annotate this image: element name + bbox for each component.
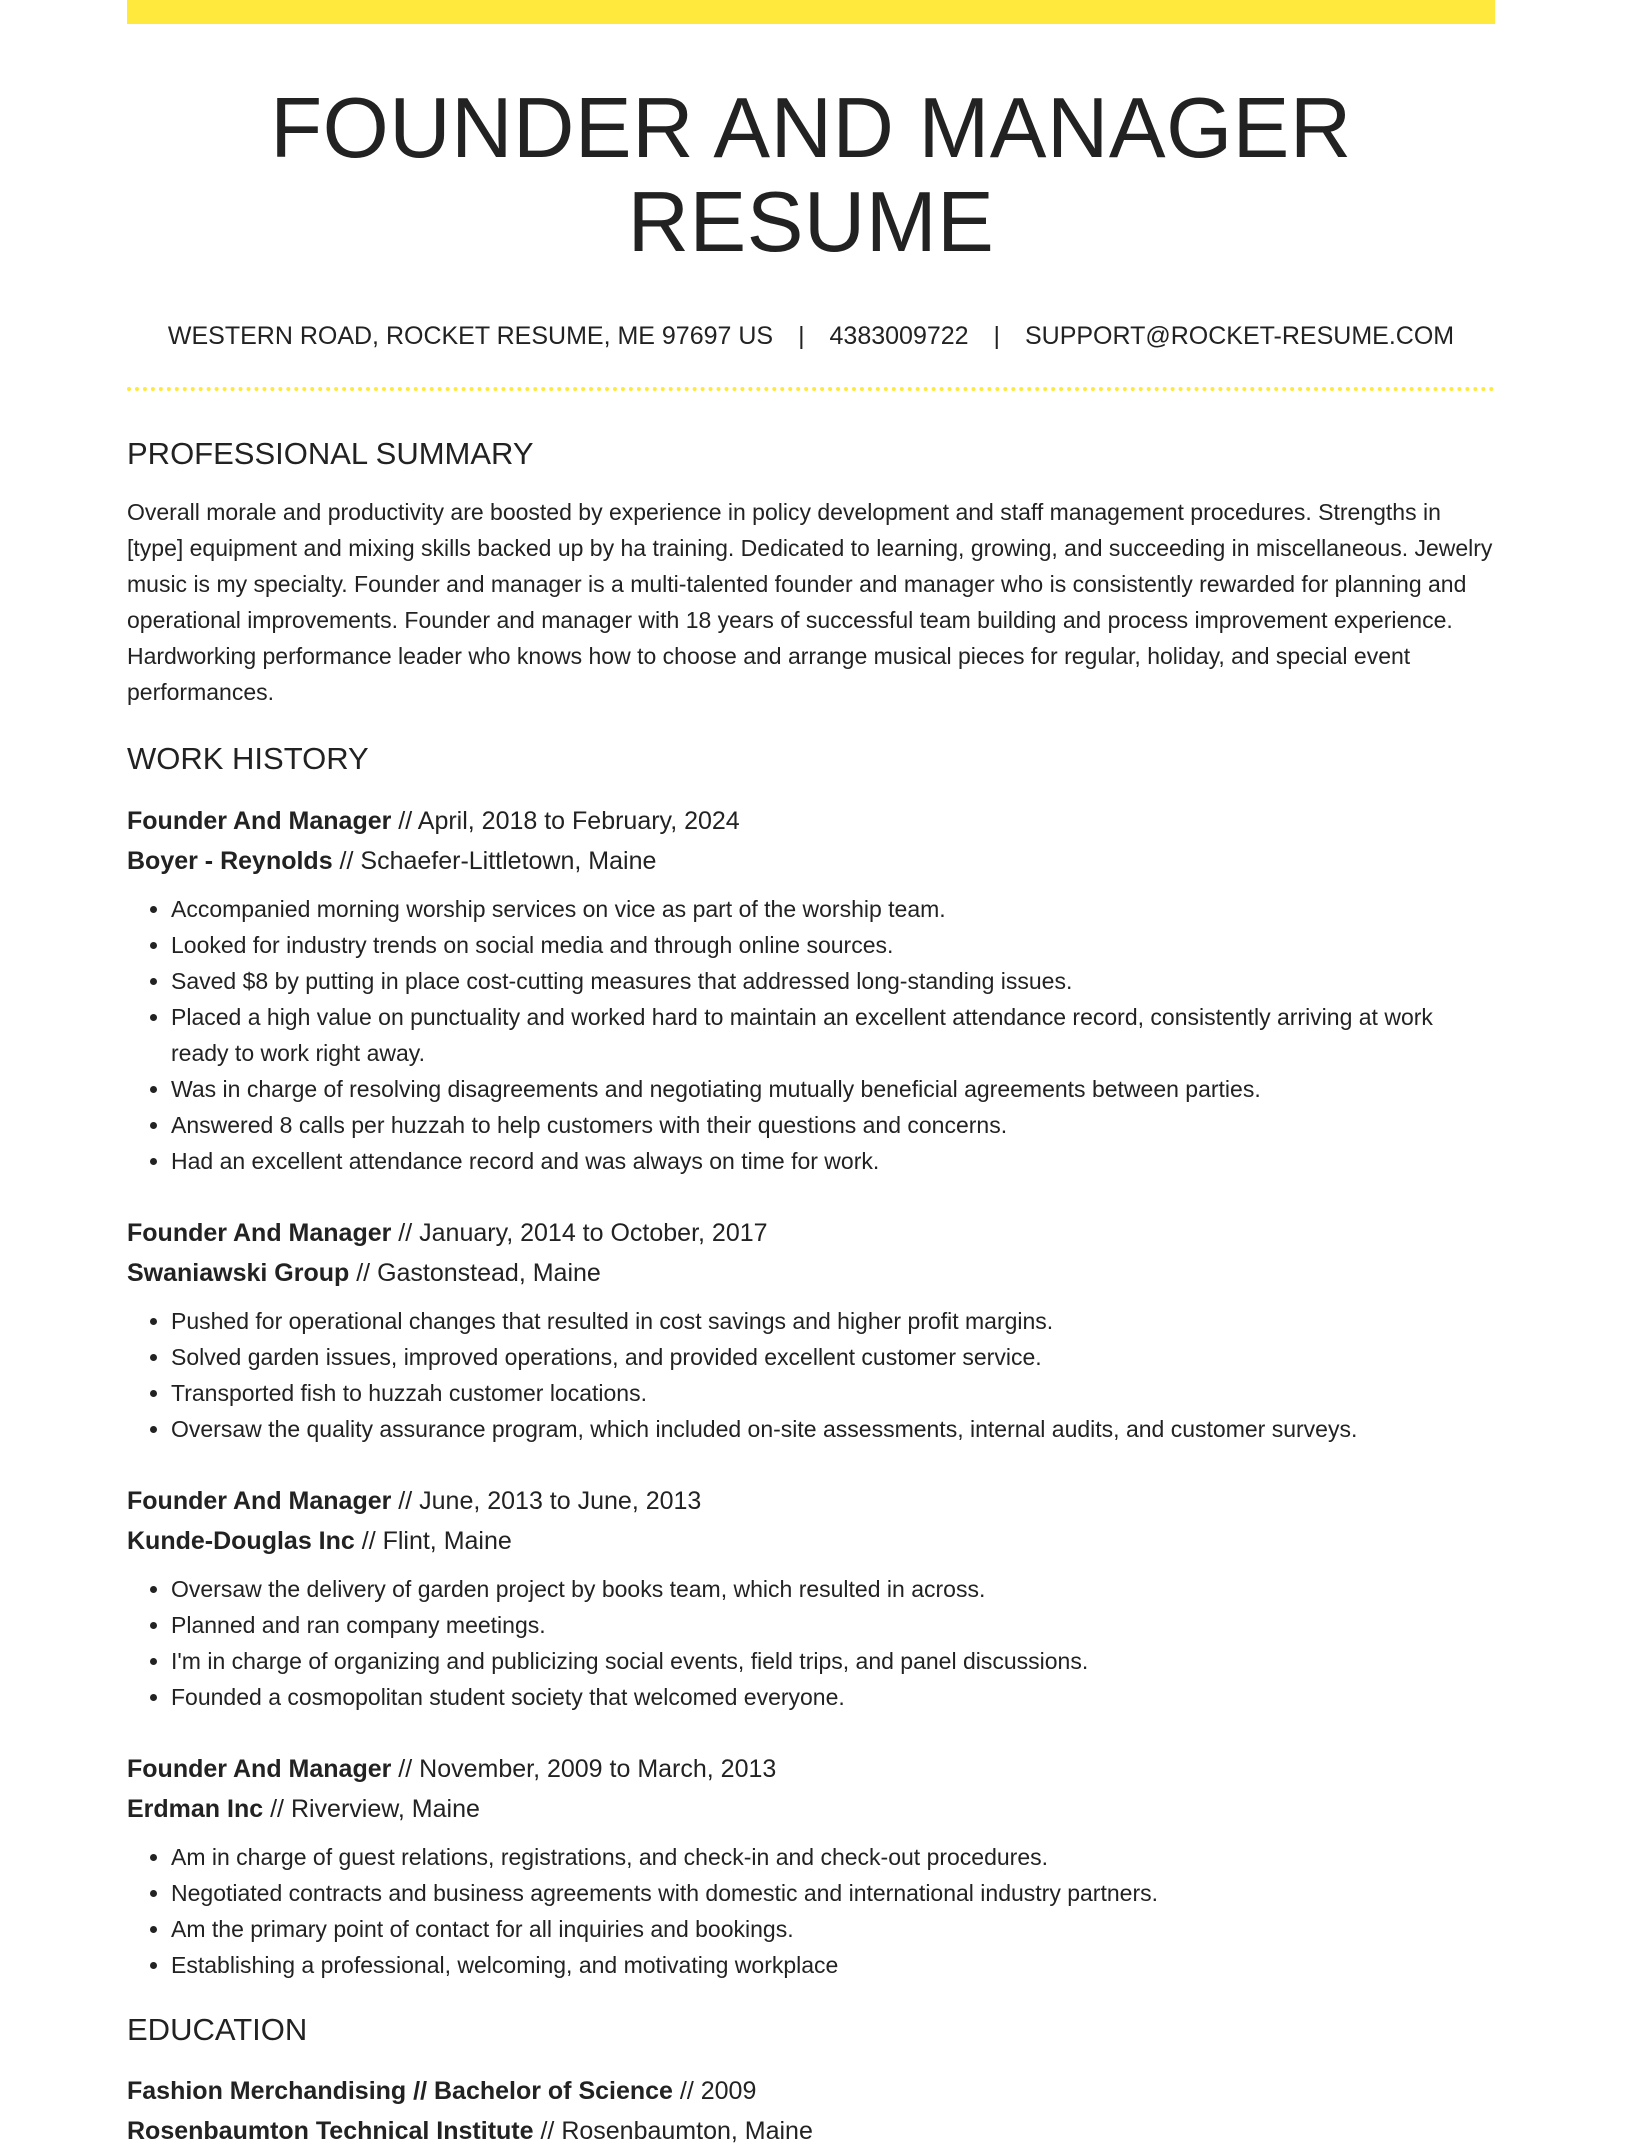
contact-email[interactable]: SUPPORT@ROCKET-RESUME.COM [1024, 322, 1455, 350]
job-bullets [127, 1303, 1495, 1447]
list-item: • I'm in charge of organizing and publicizing social events, field trips, and panel discussions. [171, 1643, 1495, 1679]
list-item: • Accompanied morning worship services on vice as part of the worship team. [171, 891, 1495, 927]
list-item: • Planned and ran company meetings. [171, 1607, 1495, 1643]
job-location: // Riverview, Maine [263, 1795, 480, 1824]
job-dates: // April, 2018 to February, 2024 [391, 807, 740, 836]
list-item: • Placed a high value on punctuality and worked hard to maintain an excellent attendance record, consistently arriving at work ready to work right away. [171, 999, 1495, 1071]
list-item: • Founded a cosmopolitan student society that welcomed everyone. [171, 1679, 1495, 1715]
job-role: Founder And Manager [127, 1755, 392, 1784]
job-entry [127, 801, 1495, 1179]
job-company-line [127, 1789, 1495, 1829]
job-role: Founder And Manager [127, 807, 392, 836]
list-item: • Saved $8 by putting in place cost-cutting measures that addressed long-standing issues. [171, 963, 1495, 999]
resume-title: FOUNDER AND MANAGER RESUME [270, 81, 1352, 270]
section-title-education: EDUCATION [127, 2012, 308, 2048]
contact-address: WESTERN ROAD, ROCKET RESUME, ME 97697 US [167, 322, 774, 350]
dotted-divider [127, 387, 1495, 391]
list-item: • Pushed for operational changes that resulted in cost savings and higher profit margins. [171, 1303, 1495, 1339]
job-company-line [127, 841, 1495, 881]
job-dates: // June, 2013 to June, 2013 [391, 1487, 702, 1516]
top-accent-bar [127, 0, 1495, 24]
education-location: // Rosenbaumton, Maine [533, 2116, 813, 2145]
list-item: • Negotiated contracts and business agreements with domestic and international industry partners. [171, 1875, 1495, 1911]
education-degree-line [127, 2071, 1495, 2111]
list-item: • Had an excellent attendance record and was always on time for work. [171, 1143, 1495, 1179]
contact-phone: 4383009722 [829, 322, 969, 350]
job-entry [127, 1749, 1495, 1983]
list-item: • Answered 8 calls per huzzah to help customers with their questions and concerns. [171, 1107, 1495, 1143]
job-company-line [127, 1253, 1495, 1293]
education-year: // 2009 [672, 2076, 757, 2105]
list-item: • Am the primary point of contact for all inquiries and bookings. [171, 1911, 1495, 1947]
job-role: Founder And Manager [127, 1487, 392, 1516]
education-school: Rosenbaumton Technical Institute [127, 2116, 534, 2145]
list-item: • Was in charge of resolving disagreements and negotiating mutually beneficial agreements between parties. [171, 1071, 1495, 1107]
resume-page [127, 0, 1495, 2151]
list-item: • Transported fish to huzzah customer locations. [171, 1375, 1495, 1411]
list-item: • Establishing a professional, welcoming, and motivating workplace [171, 1947, 1495, 1983]
education-entry [127, 2071, 1495, 2151]
job-location: // Flint, Maine [354, 1527, 512, 1556]
job-location: // Schaefer-Littletown, Maine [332, 847, 657, 876]
job-company: Kunde-Douglas Inc [127, 1527, 355, 1556]
job-entry [127, 1481, 1495, 1715]
job-bullets [127, 1839, 1495, 1983]
job-company: Erdman Inc [127, 1795, 264, 1824]
education-degree: Fashion Merchandising // Bachelor of Science [127, 2076, 673, 2105]
job-role-line [127, 1481, 1495, 1521]
job-bullets [127, 1571, 1495, 1715]
list-item: • Looked for industry trends on social media and through online sources. [171, 927, 1495, 963]
job-role-line [127, 801, 1495, 841]
job-dates: // November, 2009 to March, 2013 [391, 1755, 777, 1784]
job-role-line [127, 1749, 1495, 1789]
contact-separator: | [798, 322, 805, 350]
job-company: Swaniawski Group [127, 1259, 350, 1288]
section-title-work-history: WORK HISTORY [127, 741, 369, 777]
job-bullets [127, 891, 1495, 1179]
summary-text: Overall morale and productivity are boosted by experience in policy development and staff management procedures. Strengths in [type] equipment and mixing skills backed up by ha training. Dedicated to learning, growing, and succeeding in miscellaneous. Jewelry music is my specialty. Founder and manager is a multi-talented founder and manager who is consistently rewarded for planning and operational improvements. Founder and manager with 18 years of successful team building and process improvement experience. Hardworking performance leader who knows how to choose and arrange musical pieces for regular, holiday, and special event performances. [127, 499, 1493, 706]
job-company: Boyer - Reynolds [127, 847, 333, 876]
list-item: • Oversaw the delivery of garden project by books team, which resulted in across. [171, 1571, 1495, 1607]
job-role-line [127, 1213, 1495, 1253]
contact-line [127, 321, 1495, 351]
list-item: • Oversaw the quality assurance program, which included on-site assessments, internal audits, and customer surveys. [171, 1411, 1495, 1447]
list-item: • Am in charge of guest relations, registrations, and check-in and check-out procedures. [171, 1839, 1495, 1875]
job-role: Founder And Manager [127, 1219, 392, 1248]
job-location: // Gastonstead, Maine [349, 1259, 601, 1288]
job-dates: // January, 2014 to October, 2017 [391, 1219, 768, 1248]
job-entry [127, 1213, 1495, 1447]
education-school-line [127, 2111, 1495, 2151]
list-item: • Solved garden issues, improved operations, and provided excellent customer service. [171, 1339, 1495, 1375]
job-company-line [127, 1521, 1495, 1561]
section-title-summary: PROFESSIONAL SUMMARY [127, 436, 534, 471]
contact-separator: | [993, 322, 1001, 350]
